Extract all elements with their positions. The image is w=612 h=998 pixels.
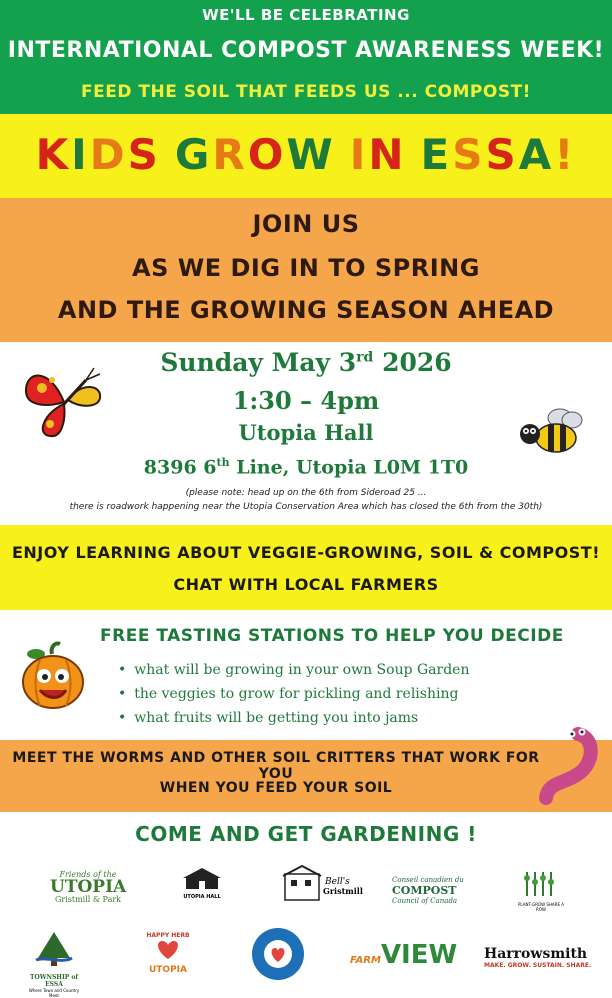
title-letter: O: [247, 130, 287, 179]
event-address: 8396 6th Line, Utopia L0M 1T0: [143, 456, 469, 479]
enjoy-learning-line: ENJOY LEARNING ABOUT VEGGIE-GROWING, SOIL & COMPOST!: [11, 543, 600, 562]
feed-soil-line: FEED THE SOIL THAT FEEDS US ... COMPOST!: [81, 82, 531, 102]
hall-building-icon: [179, 866, 225, 890]
township-essa-logo: TOWNSHIP of ESSA Where Town and Country Meet: [24, 930, 84, 998]
worm-icon: [538, 724, 604, 810]
page-title: [0, 130, 612, 179]
title-letter: I: [71, 130, 90, 179]
pumpkin-icon: [20, 640, 86, 712]
tasting-heading: FREE TASTING STATIONS TO HELP YOU DECIDE: [100, 626, 564, 646]
compost-week-line: INTERNATIONAL COMPOST AWARENESS WEEK!: [7, 38, 605, 63]
plants-icon: [521, 868, 561, 898]
heart-icon: [152, 939, 184, 961]
utopia-gristmill-logo: Friends of the UTOPIA Gristmill & Park: [50, 870, 127, 904]
list-item: • what fruits will be getting you into jams: [118, 706, 469, 730]
tasting-section: [0, 610, 612, 740]
event-time: 1:30 – 4pm: [232, 386, 380, 415]
svg-text:Gristmill: Gristmill: [323, 886, 363, 896]
title-letter: !: [554, 130, 577, 179]
title-letter: S: [452, 130, 486, 179]
celebrating-line: WE'LL BE CELEBRATING: [202, 6, 410, 24]
chat-farmers-line: CHAT WITH LOCAL FARMERS: [173, 575, 439, 594]
happy-herb-logo: HAPPY HERB UTOPIA: [146, 932, 190, 975]
title-letter: S: [485, 130, 519, 179]
worms-banner: [0, 740, 612, 812]
list-item: • what will be growing in your own Soup Garden: [118, 658, 469, 682]
meet-worms-line: MEET THE WORMS AND OTHER SOIL CRITTERS THAT WORK FOR YOU: [12, 750, 540, 782]
essa-seniors-logo: [250, 926, 306, 982]
dig-in-line: AS WE DIG IN TO SPRING: [132, 254, 480, 282]
svg-text:Bell's: Bell's: [325, 877, 350, 887]
title-letter: N: [368, 130, 407, 179]
tree-icon: [32, 930, 76, 970]
title-letter: S: [127, 130, 161, 179]
title-letter: R: [212, 130, 248, 179]
event-details: [0, 342, 612, 525]
intro-banner: [0, 198, 612, 342]
title-letter: E: [420, 130, 453, 179]
title-banner: [0, 114, 612, 198]
tasting-list: [118, 658, 469, 730]
plant-grow-logo: PLANT-GROW SHARE A ROW: [518, 868, 564, 912]
title-letter: G: [174, 130, 213, 179]
title-letter: W: [286, 130, 336, 179]
roadwork-note-1: (please note: head up on the 6th from Sideroad 25 ...: [185, 488, 427, 498]
event-venue: Utopia Hall: [238, 420, 374, 445]
feed-soil-line-2: WHEN YOU FEED YOUR SOIL: [159, 780, 393, 796]
list-item: • the veggies to grow for pickling and relishing: [118, 682, 469, 706]
harrowsmith-logo: Harrowsmith MAKE. GROW. SUSTAIN. SHARE.: [484, 946, 592, 969]
top-banner: [0, 0, 612, 114]
cta-heading: COME AND GET GARDENING !: [135, 822, 477, 846]
join-us-line: JOIN US: [252, 210, 360, 238]
title-letter: D: [89, 130, 128, 179]
title-letter: I: [349, 130, 369, 179]
sponsors-section: [0, 812, 612, 998]
growing-season-line: AND THE GROWING SEASON AHEAD: [57, 296, 555, 324]
gristmill-icon: [281, 864, 363, 904]
seniors-circle-icon: [250, 926, 306, 982]
learning-banner: [0, 525, 612, 610]
title-letter: A: [518, 130, 555, 179]
bells-gristmill-logo: [278, 864, 363, 908]
farmview-logo: FARMVIEW: [350, 940, 458, 970]
event-date: Sunday May 3rd 2026: [160, 348, 452, 377]
title-letter: K: [35, 130, 72, 179]
utopia-hall-logo: UTOPIA HALL: [170, 866, 234, 900]
roadwork-note-2: there is roadwork happening near the Utopia Conservation Area which has closed the 6th from the 30th): [69, 502, 543, 512]
compost-council-logo: Conseil canadien du COMPOST Council of Canada: [392, 876, 464, 905]
